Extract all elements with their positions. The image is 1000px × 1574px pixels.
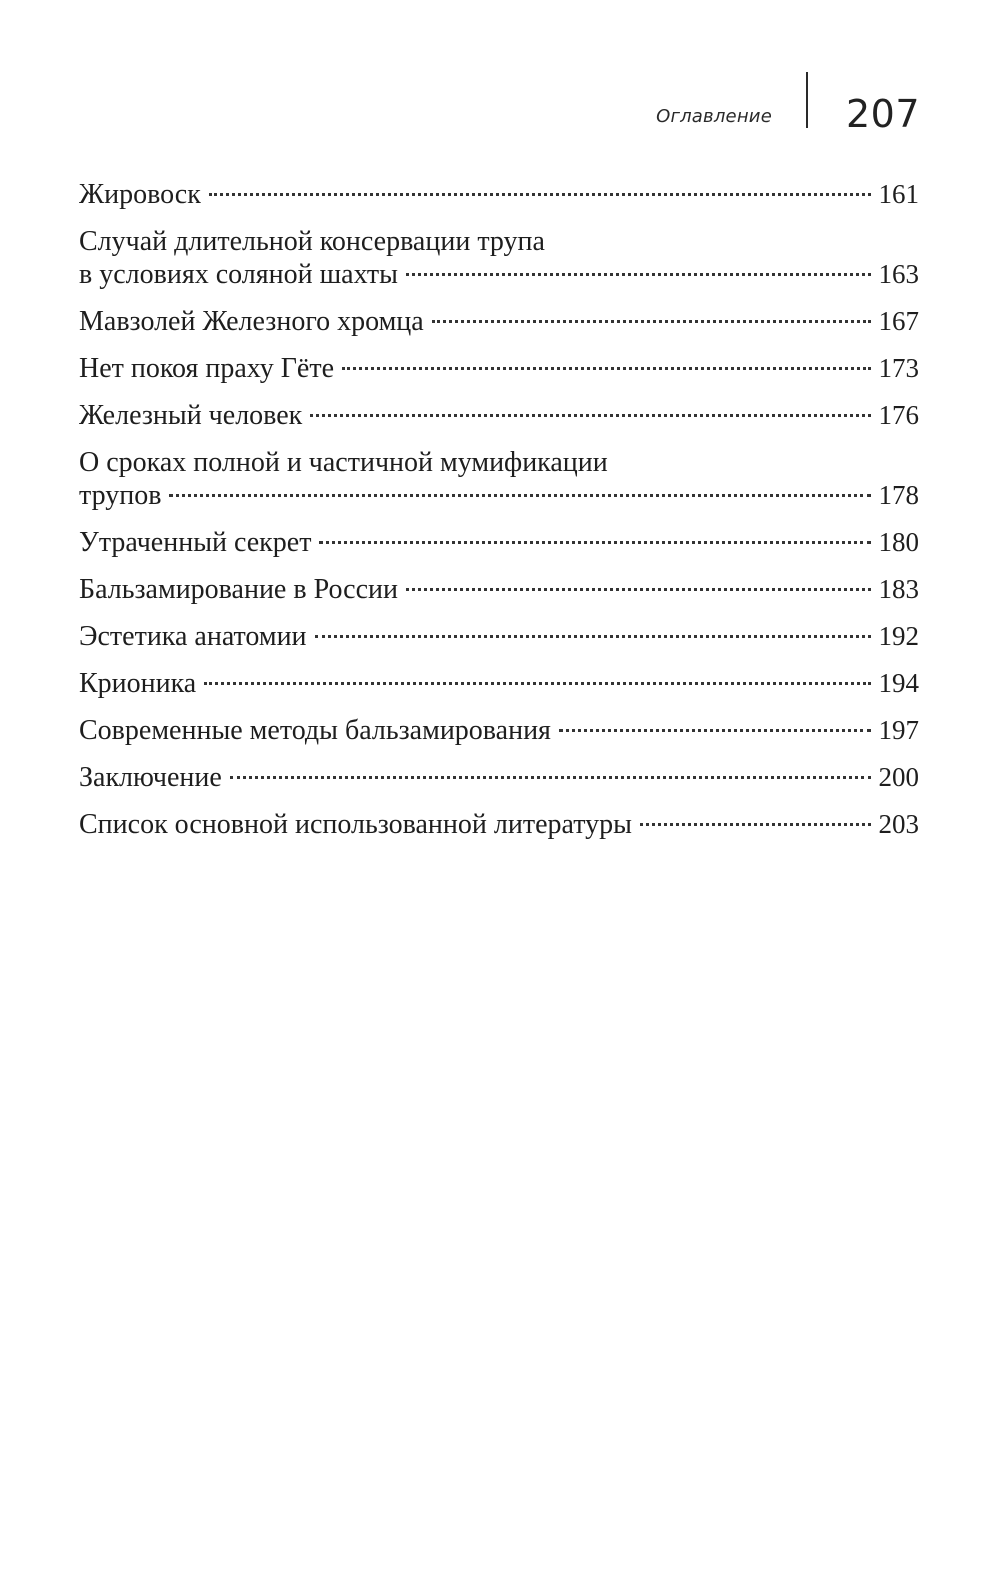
toc-entry-title-continuation: в условиях соляной шахты (79, 259, 398, 290)
toc-entry-title: Эстетика анатомии (79, 621, 307, 652)
toc-entry (79, 352, 919, 385)
toc-entry-title: Заключение (79, 762, 222, 793)
toc-entry-title: Крионика (79, 668, 197, 699)
header-divider (806, 72, 808, 128)
toc-entry-title: Бальзамирование в России (79, 574, 398, 605)
dot-leader (169, 494, 870, 497)
dot-leader (342, 367, 870, 370)
toc-entry-title: Список основной использованной литературы (79, 809, 632, 840)
toc-entry-title: Жировоск (79, 179, 201, 210)
dot-leader (204, 682, 870, 685)
dot-leader (230, 776, 871, 779)
toc-entry-page: 163 (878, 259, 919, 289)
running-title: Оглавление (656, 106, 772, 127)
dot-leader (209, 193, 871, 196)
toc-entry-page: 178 (878, 480, 919, 510)
toc-entry-title: Случай длительной консервации трупа (79, 226, 545, 257)
toc-entry (79, 526, 919, 559)
dot-leader (315, 635, 871, 638)
dot-leader (559, 729, 871, 732)
toc-entry-title: Мавзолей Железного хромца (79, 306, 424, 337)
toc-entry (79, 761, 919, 794)
toc-entry-page: 176 (878, 400, 919, 430)
dot-leader (640, 823, 871, 826)
toc-entry-page: 200 (878, 762, 919, 792)
table-of-contents (79, 178, 919, 855)
dot-leader (310, 414, 870, 417)
toc-entry-title: Утраченный секрет (79, 527, 312, 558)
toc-entry-title: Современные методы бальзамирования (79, 715, 551, 746)
toc-entry-title-continuation: трупов (79, 480, 162, 511)
toc-entry (79, 225, 919, 291)
toc-entry (79, 399, 919, 432)
toc-entry-title: Нет покоя праху Гёте (79, 353, 335, 384)
toc-entry (79, 573, 919, 606)
toc-entry-page: 180 (878, 527, 919, 557)
toc-entry (79, 178, 919, 211)
toc-entry-page: 167 (878, 306, 919, 336)
toc-entry-page: 197 (878, 715, 919, 745)
toc-entry (79, 714, 919, 747)
toc-entry (79, 667, 919, 700)
dot-leader (432, 320, 871, 323)
toc-entry-title: О сроках полной и частичной мумификации (79, 447, 608, 478)
toc-entry-page: 173 (878, 353, 919, 383)
toc-entry (79, 446, 919, 512)
dot-leader (406, 588, 871, 591)
toc-entry-page: 192 (878, 621, 919, 651)
toc-entry-page: 194 (878, 668, 919, 698)
toc-entry-page: 203 (878, 809, 919, 839)
dot-leader (319, 541, 870, 544)
running-head (656, 72, 920, 136)
toc-entry-page: 161 (878, 179, 919, 209)
toc-entry (79, 620, 919, 653)
toc-entry-title: Железный человек (79, 400, 303, 431)
dot-leader (406, 273, 871, 276)
toc-entry (79, 808, 919, 841)
page-number: 207 (845, 92, 920, 136)
toc-entry-page: 183 (878, 574, 919, 604)
toc-entry (79, 305, 919, 338)
